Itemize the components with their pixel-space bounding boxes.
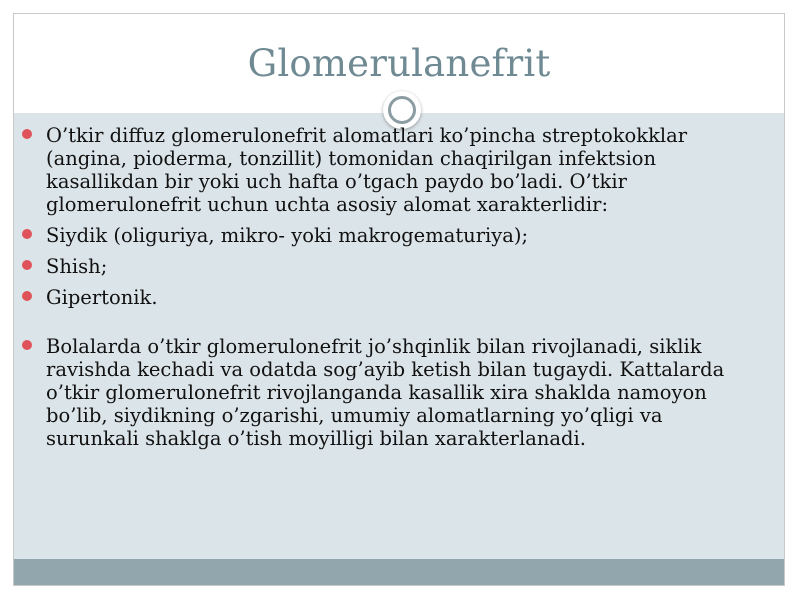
bullet-dot-icon bbox=[22, 129, 32, 139]
bullet-dot-icon bbox=[22, 260, 32, 270]
slide-title: Glomerulanefrit bbox=[247, 42, 551, 85]
bullet-text: Gipertonik. bbox=[46, 286, 158, 309]
bullet-text: Shish; bbox=[46, 255, 108, 278]
ring-inner bbox=[388, 96, 416, 124]
bullet-list bbox=[20, 124, 750, 450]
bullet-text: Siydik (oliguriya, mikro- yoki makrogematuriya); bbox=[46, 224, 529, 247]
footer-band bbox=[14, 559, 784, 586]
bullet-dot-icon bbox=[22, 291, 32, 301]
bullet-item bbox=[20, 224, 750, 247]
bullet-item bbox=[20, 286, 750, 309]
bullet-dot-icon bbox=[22, 340, 32, 350]
bullet-item bbox=[20, 124, 750, 216]
bullet-item bbox=[20, 255, 750, 278]
bullet-text: Bolalarda o’tkir glomerulonefrit jo’shqinlik bilan rivojlanadi, siklik ravishda kechadi va odatda sog’ayib ketish bilan tugaydi. Kattalarda o’tkir glomerulonefrit rivojlanganda kasallik xira shaklda namoyon bo’lib, siydikning o’zgarishi, umumiy alomatlarning yo’qligi va surunkali shaklga o’tish moyilligi bilan xarakterlanadi. bbox=[46, 335, 725, 450]
bullet-text: O’tkir diffuz glomerulonefrit alomatlari ko’pincha streptokokklar (angina, pioderma, tonzillit) tomonidan chaqirilgan infektsion kasallikdan bir yoki uch hafta o’tgach paydo bo’ladi. O’tkir glomerulonefrit uchun uchta asosiy alomat xarakterlidir: bbox=[46, 124, 688, 216]
bullet-item bbox=[20, 335, 750, 450]
bullet-dot-icon bbox=[22, 229, 32, 239]
